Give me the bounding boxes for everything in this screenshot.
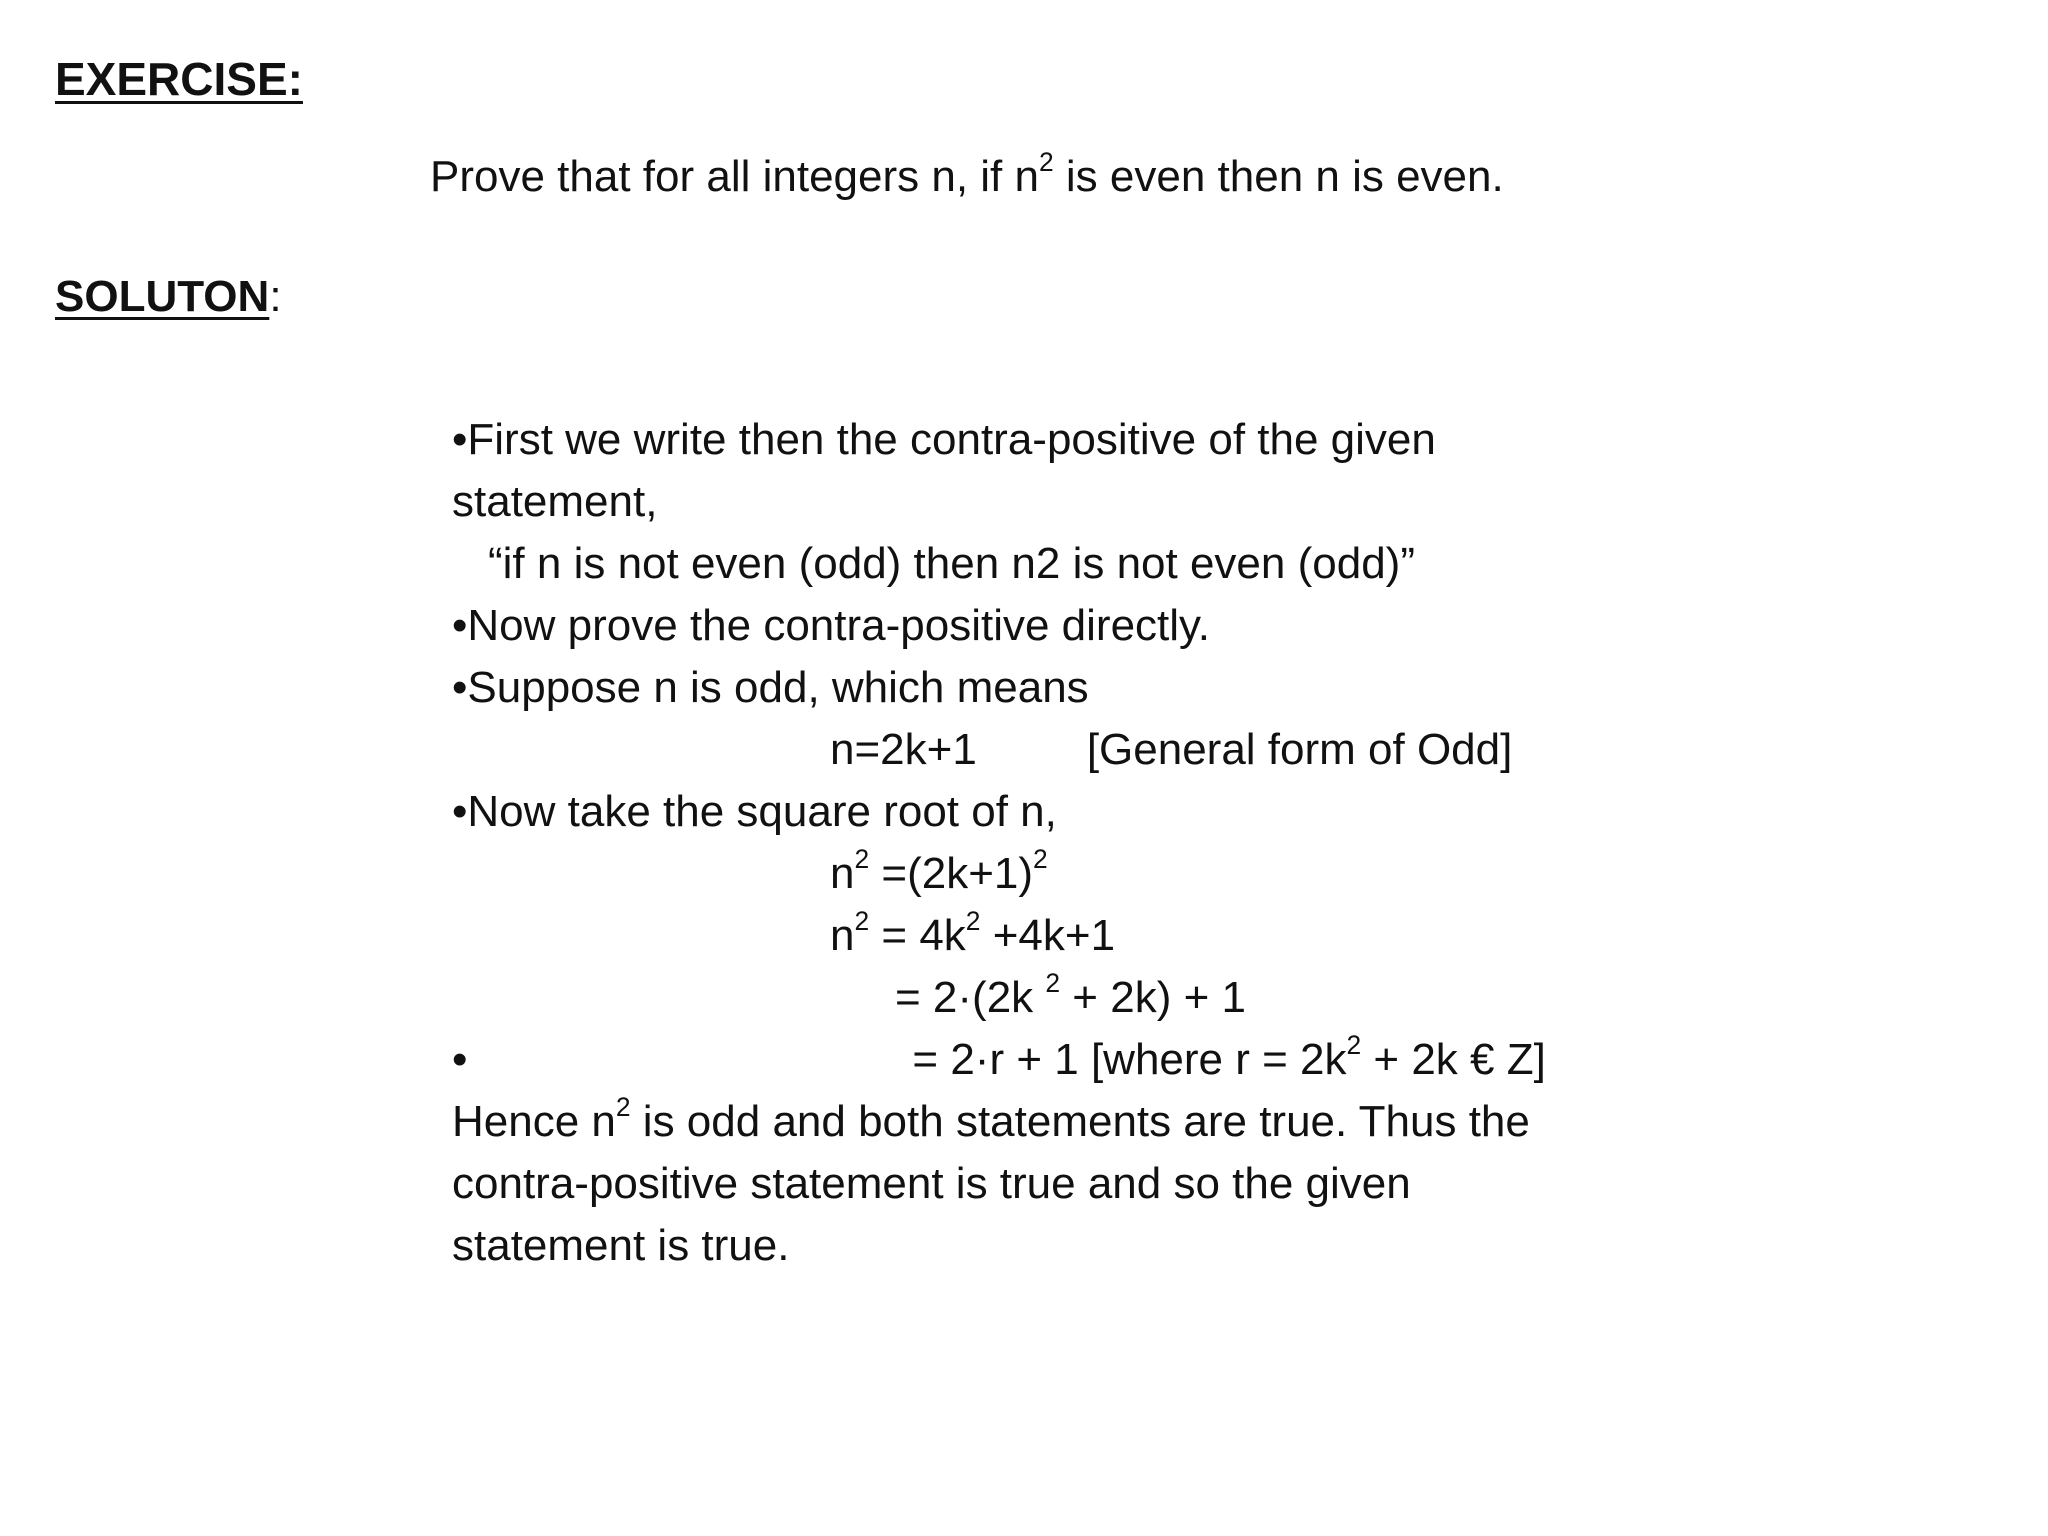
solution-line-5: •Suppose n is odd, which means	[452, 663, 1089, 712]
math-text: + 2k € Z]	[1361, 1035, 1546, 1084]
math-superscript: 2	[1346, 1030, 1362, 1061]
math-text: =(2k+1)	[869, 849, 1034, 898]
exercise-statement	[430, 147, 1504, 202]
conclusion-line-3: statement is true.	[452, 1221, 790, 1270]
statement-text-after: is even then n is even.	[1053, 152, 1504, 201]
math-text: = 4k	[869, 911, 966, 960]
conclusion-line-2: contra-positive statement is true and so the given	[452, 1159, 1411, 1208]
solution-line-2: statement,	[452, 477, 658, 526]
math-text: = 2·(2k	[895, 973, 1046, 1022]
math-line-expand	[830, 906, 1116, 960]
math-superscript: 2	[1045, 968, 1061, 999]
solution-line-quote: “if n is not even (odd) then n2 is not even (odd)”	[488, 539, 1415, 588]
solution-line-4: •Now prove the contra-positive directly.	[452, 601, 1211, 650]
bullet: •	[452, 1035, 468, 1084]
odd-form-line	[830, 725, 1513, 774]
math-text: + 2k) + 1	[1060, 973, 1246, 1022]
math-text: n	[830, 911, 855, 960]
math-superscript: 2	[854, 844, 870, 875]
math-text: +4k+1	[980, 911, 1116, 960]
solution-heading-label: SOLUTON	[55, 272, 270, 321]
math-superscript: 2	[965, 906, 981, 937]
math-text: = 2·r + 1 [where r = 2k	[912, 1035, 1347, 1084]
statement-text-before: Prove that for all integers n, if n	[430, 152, 1039, 201]
statement-superscript: 2	[1038, 147, 1054, 178]
math-line-substitute	[452, 1030, 1546, 1084]
math-text: n	[830, 849, 855, 898]
math-line-square	[830, 844, 1048, 898]
math-superscript: 2	[854, 906, 870, 937]
solution-line-7: •Now take the square root of n,	[452, 787, 1057, 836]
math-line-factor	[895, 968, 1246, 1022]
solution-heading	[55, 272, 282, 322]
conclusion-text: is odd and both statements are true. Thus the	[630, 1097, 1530, 1146]
solution-line-1: •First we write then the contra-positive of the given	[452, 415, 1436, 464]
conclusion-line-1	[452, 1092, 1530, 1146]
solution-heading-colon: :	[269, 272, 282, 321]
odd-form-equation: n=2k+1	[830, 725, 977, 774]
exercise-heading: EXERCISE:	[55, 53, 303, 105]
math-superscript: 2	[1033, 844, 1048, 875]
conclusion-superscript: 2	[615, 1092, 631, 1123]
odd-form-note: [General form of Odd]	[1086, 725, 1513, 774]
conclusion-text: Hence n	[452, 1097, 616, 1146]
